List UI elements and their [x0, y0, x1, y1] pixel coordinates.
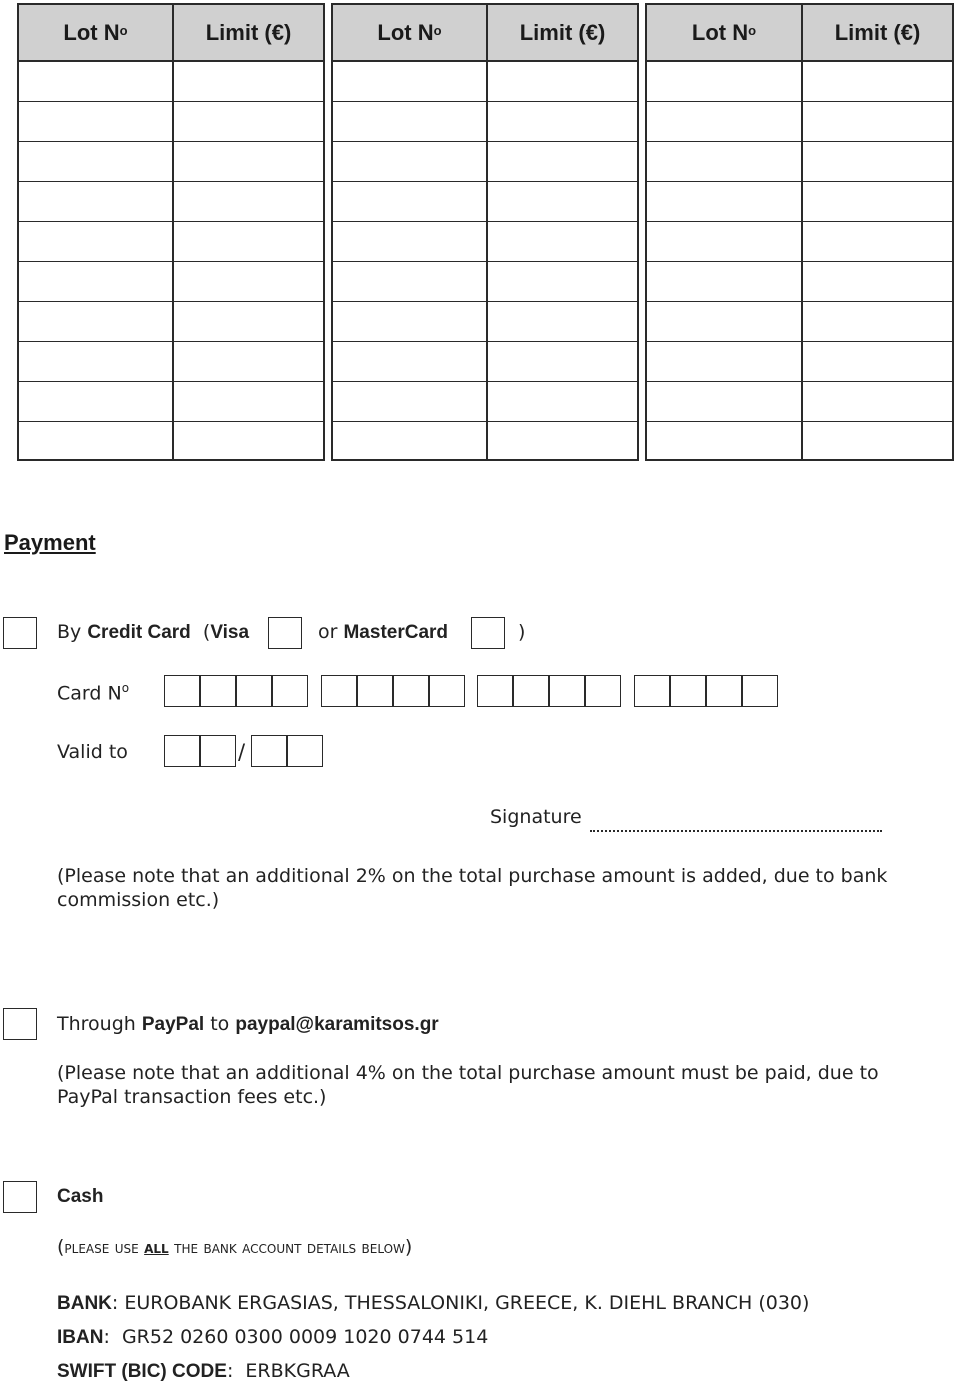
lot-number-header: Lot N $^o$	[647, 5, 801, 62]
signature-line[interactable]	[590, 822, 882, 832]
lot-number-cell[interactable]	[19, 142, 172, 182]
mastercard-text: MasterCard	[343, 622, 449, 643]
lot-number-cell[interactable]	[19, 62, 172, 102]
card-number-digit-box[interactable]	[321, 675, 357, 707]
card-number-digit-box[interactable]	[477, 675, 513, 707]
lot-number-cell[interactable]	[333, 302, 486, 342]
limit-cell[interactable]	[488, 262, 637, 302]
lot-number-cell[interactable]	[647, 422, 801, 462]
lot-number-cell[interactable]	[19, 382, 172, 422]
lot-number-cell[interactable]	[333, 62, 486, 102]
paypal-email: paypal@karamitsos.gr	[235, 1014, 439, 1035]
card-number-digit-box[interactable]	[429, 675, 465, 707]
card-number-digit-box[interactable]	[670, 675, 706, 707]
card-number-digit-box[interactable]	[236, 675, 272, 707]
limit-column	[801, 5, 952, 459]
card-number-digit-box[interactable]	[585, 675, 621, 707]
card-number-digit-box[interactable]	[272, 675, 308, 707]
cash-option-label: Cash	[57, 1186, 104, 1207]
limit-cell[interactable]	[174, 102, 323, 142]
open-paren: (	[202, 621, 211, 643]
payment-title: Payment	[4, 530, 96, 555]
lot-number-cell[interactable]	[333, 102, 486, 142]
valid-month-digit-box[interactable]	[164, 735, 200, 767]
limit-cell[interactable]	[174, 62, 323, 102]
lot-number-header: Lot N $^o$	[19, 5, 172, 62]
valid-month-digit-box[interactable]	[200, 735, 236, 767]
limit-cell[interactable]	[803, 102, 952, 142]
card-number-digit-box[interactable]	[634, 675, 670, 707]
lot-number-column	[333, 5, 486, 459]
limit-header: Limit (€)	[803, 5, 952, 62]
limit-cell[interactable]	[488, 142, 637, 182]
lot-number-cell[interactable]	[647, 222, 801, 262]
limit-cell[interactable]	[174, 302, 323, 342]
lot-number-cell[interactable]	[19, 342, 172, 382]
lot-number-column	[647, 5, 801, 459]
lot-number-column	[19, 5, 172, 459]
lot-number-cell[interactable]	[647, 62, 801, 102]
lot-number-cell[interactable]	[19, 102, 172, 142]
through-text: Through	[57, 1013, 136, 1035]
limit-cell[interactable]	[803, 382, 952, 422]
iban-line: IBAN: GR52 0260 0300 0009 1020 0744 514	[57, 1326, 489, 1348]
card-number-digit-box[interactable]	[706, 675, 742, 707]
limit-cell[interactable]	[803, 62, 952, 102]
limit-cell[interactable]	[803, 222, 952, 262]
limit-cell[interactable]	[803, 142, 952, 182]
date-slash: /	[238, 740, 246, 764]
card-number-digit-box[interactable]	[513, 675, 549, 707]
valid-year-digit-box[interactable]	[287, 735, 323, 767]
card-number-digit-box[interactable]	[164, 675, 200, 707]
limit-cell[interactable]	[488, 342, 637, 382]
limit-header: Limit (€)	[488, 5, 637, 62]
valid-to-label: Valid to	[57, 741, 128, 763]
lot-number-cell[interactable]	[333, 182, 486, 222]
limit-cell[interactable]	[174, 422, 323, 462]
limit-cell[interactable]	[803, 422, 952, 462]
limit-cell[interactable]	[488, 62, 637, 102]
limit-cell[interactable]	[803, 262, 952, 302]
card-number-digit-box[interactable]	[549, 675, 585, 707]
limit-cell[interactable]	[488, 102, 637, 142]
paypal-checkbox[interactable]	[3, 1008, 37, 1040]
lot-number-cell[interactable]	[647, 102, 801, 142]
swift-value: ERBKGRAA	[245, 1360, 350, 1382]
card-number-digit-box[interactable]	[393, 675, 429, 707]
limit-cell[interactable]	[174, 382, 323, 422]
cash-checkbox[interactable]	[3, 1181, 37, 1213]
limit-cell[interactable]	[174, 182, 323, 222]
limit-cell[interactable]	[803, 342, 952, 382]
lot-number-cell[interactable]	[647, 262, 801, 302]
limit-cell[interactable]	[803, 302, 952, 342]
lot-number-cell[interactable]	[19, 182, 172, 222]
lot-number-cell[interactable]	[19, 262, 172, 302]
lot-limit-table-1	[17, 3, 325, 461]
lot-number-cell[interactable]	[333, 342, 486, 382]
or-text: or	[318, 621, 338, 643]
bank-name-line: BANK: EUROBANK ERGASIAS, THESSALONIKI, GREECE, K. DIEHL BRANCH (030)	[57, 1292, 810, 1314]
limit-cell[interactable]	[174, 342, 323, 382]
signature-label: Signature	[490, 806, 582, 828]
lot-number-cell[interactable]	[333, 142, 486, 182]
to-text: to	[210, 1013, 230, 1035]
lot-number-cell[interactable]	[333, 262, 486, 302]
card-number-digit-box[interactable]	[357, 675, 393, 707]
credit-card-option-label	[57, 621, 249, 644]
swift-line: SWIFT (BIC) CODE: ERBKGRAA	[57, 1360, 350, 1382]
lot-number-cell[interactable]	[19, 422, 172, 462]
limit-cell[interactable]	[488, 382, 637, 422]
valid-year-digit-box[interactable]	[251, 735, 287, 767]
credit-card-checkbox[interactable]	[3, 617, 37, 649]
paypal-text: PayPal	[141, 1014, 205, 1035]
cash-instructions: (please use all the bank account details below)	[57, 1236, 413, 1258]
lot-number-cell[interactable]	[19, 222, 172, 262]
limit-column	[486, 5, 637, 459]
lot-number-cell[interactable]	[333, 422, 486, 462]
close-paren: )	[518, 621, 526, 643]
limit-cell[interactable]	[174, 262, 323, 302]
card-number-digit-box[interactable]	[742, 675, 778, 707]
card-number-label: Card $N^o$	[57, 681, 130, 705]
limit-cell[interactable]	[174, 142, 323, 182]
credit-card-fee-note: (Please note that an additional 2% on the total purchase amount is added, due to bank commission etc.)	[57, 865, 888, 911]
lot-limit-table-2	[331, 3, 639, 461]
lot-number-cell[interactable]	[333, 222, 486, 262]
lot-number-cell[interactable]	[647, 382, 801, 422]
limit-cell[interactable]	[803, 182, 952, 222]
bank-name-value: EUROBANK ERGASIAS, THESSALONIKI, GREECE, K. DIEHL BRANCH (030)	[124, 1292, 810, 1314]
limit-cell[interactable]	[488, 422, 637, 462]
lot-number-cell[interactable]	[333, 382, 486, 422]
lot-number-cell[interactable]	[647, 302, 801, 342]
limit-cell[interactable]	[488, 222, 637, 262]
limit-cell[interactable]	[174, 222, 323, 262]
iban-value: GR52 0260 0300 0009 1020 0744 514	[121, 1326, 489, 1348]
paypal-option-label	[57, 1013, 439, 1036]
limit-column	[172, 5, 323, 459]
credit-card-text: Credit Card	[87, 622, 191, 643]
visa-checkbox[interactable]	[268, 617, 302, 649]
paypal-fee-note: (Please note that an additional 4% on the total purchase amount must be paid, due to PayPal transaction fees etc.)	[57, 1062, 879, 1108]
limit-header: Limit (€)	[174, 5, 323, 62]
lot-number-cell[interactable]	[19, 302, 172, 342]
by-text: By	[57, 621, 82, 643]
limit-cell[interactable]	[488, 302, 637, 342]
lot-number-cell[interactable]	[647, 342, 801, 382]
limit-cell[interactable]	[488, 182, 637, 222]
lot-number-header: Lot N $^o$	[333, 5, 486, 62]
card-number-digit-box[interactable]	[200, 675, 236, 707]
mastercard-checkbox[interactable]	[471, 617, 505, 649]
lot-number-cell[interactable]	[647, 182, 801, 222]
lot-number-cell[interactable]	[647, 142, 801, 182]
lot-limit-table-3	[645, 3, 954, 461]
visa-text: Visa	[210, 622, 250, 643]
mastercard-option-label	[318, 621, 448, 644]
